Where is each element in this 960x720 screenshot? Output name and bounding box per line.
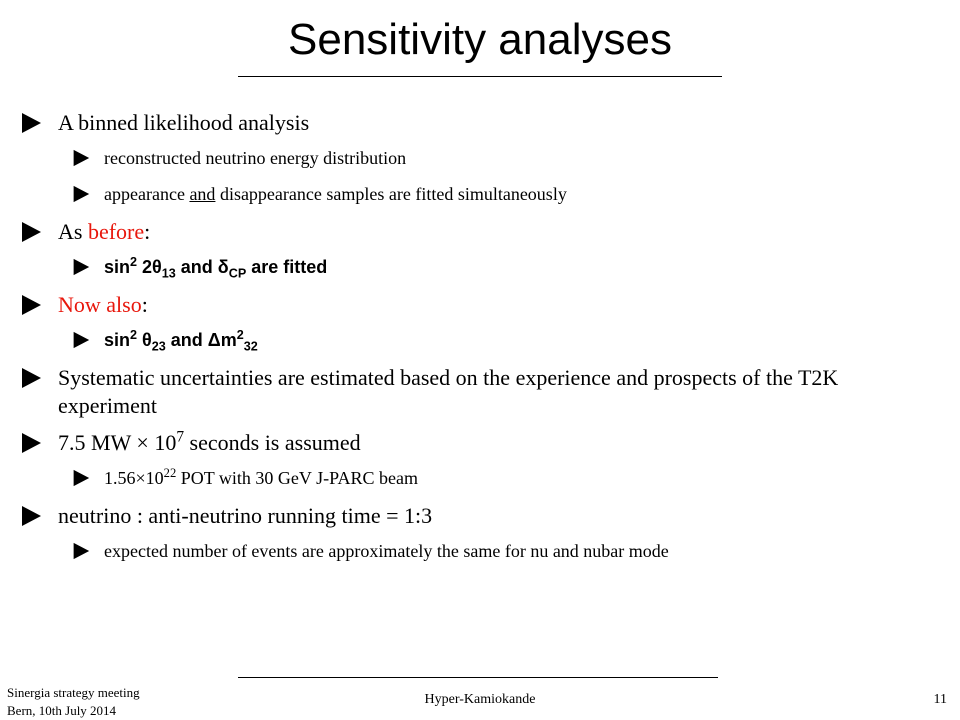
bullet-level1 xyxy=(20,218,940,246)
bullet-text: appearance and disappearance samples are fitted simultaneously xyxy=(104,184,567,204)
slide-title: Sensitivity analyses xyxy=(288,15,672,64)
bullet-text: $\sin^2 \theta_{23}$ and $\Delta m^2_{32}$ xyxy=(104,328,258,354)
bullet-arrow-icon xyxy=(72,328,104,352)
footer-meeting-name: Sinergia strategy meeting xyxy=(7,685,140,700)
bullet-arrow-icon xyxy=(72,255,104,279)
footer-meeting-date: Bern, 10th July 2014 xyxy=(7,703,117,718)
bullet-level2 xyxy=(20,182,940,206)
bullet-text: As before: xyxy=(58,219,151,244)
bullet-level1 xyxy=(20,109,940,137)
bullet-level2 xyxy=(20,328,940,352)
page-number: 11 xyxy=(933,692,947,707)
bullet-text: $\sin^2 2\theta_{13}$ and $\delta_{CP}$ are fitted xyxy=(104,255,328,281)
bullet-level2 xyxy=(20,255,940,279)
title-underline xyxy=(238,76,722,77)
bullet-arrow-icon xyxy=(20,429,58,457)
bullet-arrow-icon xyxy=(72,539,104,563)
bullet-level2 xyxy=(20,539,940,563)
bullet-level1 xyxy=(20,429,940,457)
bullet-level2 xyxy=(20,466,940,490)
bullet-arrow-icon xyxy=(20,218,58,246)
bullet-level1 xyxy=(20,364,940,420)
bullet-text: expected number of events are approximately the same for nu and nubar mode xyxy=(104,541,669,561)
bullet-text: Now also: xyxy=(58,292,148,317)
footer-rule xyxy=(238,677,718,678)
bullet-arrow-icon xyxy=(20,291,58,319)
bullet-text: $1.56\times 10^{22}$ POT with 30 GeV J-PARC beam xyxy=(104,466,418,488)
bullet-text: reconstructed neutrino energy distribution xyxy=(104,148,407,168)
bullet-arrow-icon xyxy=(72,466,104,490)
bullet-level2 xyxy=(20,146,940,170)
bullet-level1 xyxy=(20,502,940,530)
bullet-arrow-icon xyxy=(20,109,58,137)
bullet-text: 7.5 MW × $10^7$ seconds is assumed xyxy=(58,428,361,455)
bullet-level1 xyxy=(20,291,940,319)
emphasis-text: Now also xyxy=(58,292,142,317)
underlined-word: and xyxy=(189,184,216,204)
bullet-text: neutrino : anti-neutrino running time = 1:3 xyxy=(58,503,433,528)
bullet-text: Systematic uncertainties are estimated based on the experience and prospects of the T2K experiment xyxy=(58,365,839,418)
emphasis-text: before xyxy=(87,219,145,244)
bullet-arrow-icon xyxy=(20,502,58,530)
footer-title: Hyper-Kamiokande xyxy=(424,692,536,707)
bullet-list xyxy=(20,109,940,575)
bullet-arrow-icon xyxy=(20,364,58,392)
bullet-text: A binned likelihood analysis xyxy=(58,110,310,135)
bullet-arrow-icon xyxy=(72,146,104,170)
bullet-arrow-icon xyxy=(72,182,104,206)
